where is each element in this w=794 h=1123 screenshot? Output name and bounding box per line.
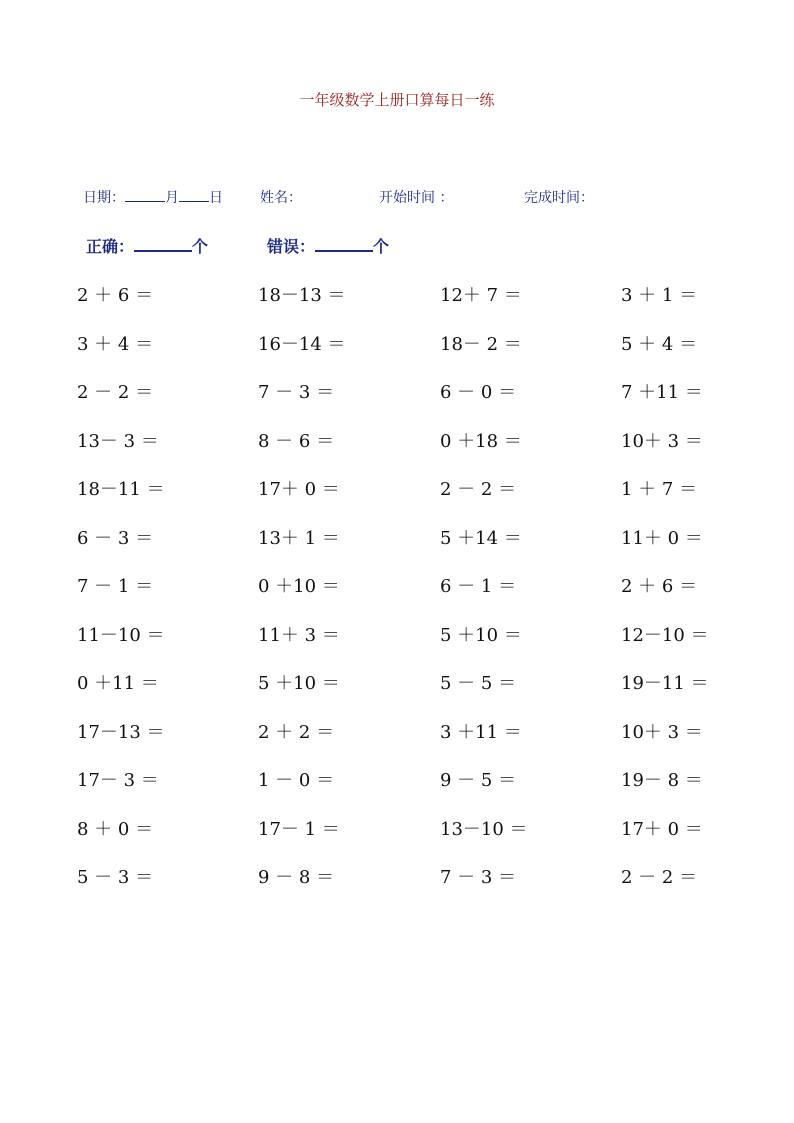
day-blank[interactable] (179, 187, 209, 202)
correct-blank[interactable] (134, 234, 192, 252)
arithmetic-problem: 5 － 5 ＝ (440, 673, 517, 694)
arithmetic-problem: 5 ＋10 ＝ (258, 673, 340, 694)
arithmetic-problem: 6 － 3 ＝ (77, 527, 154, 549)
arithmetic-problem: 11－10 ＝ (77, 624, 165, 646)
arithmetic-problem: 13－ 3 ＝ (77, 430, 159, 452)
arithmetic-problem: 10＋ 3 ＝ (621, 430, 703, 452)
problem-row (0, 330, 794, 379)
worksheet-title: 一年级数学上册口算每日一练 (299, 91, 495, 109)
arithmetic-problem: 8 － 6 ＝ (258, 430, 335, 452)
score-row (0, 234, 794, 260)
arithmetic-problem: 13＋ 1 ＝ (258, 527, 340, 549)
wrong-unit: 个 (373, 237, 390, 256)
arithmetic-problem: 18－13 ＝ (258, 285, 346, 306)
arithmetic-problem: 19－11 ＝ (621, 673, 709, 694)
problem-row (0, 669, 794, 718)
wrong-field (267, 234, 389, 257)
arithmetic-problem: 3 ＋ 4 ＝ (77, 333, 154, 355)
finish-time-label: 完成时间： (524, 190, 594, 206)
arithmetic-problem: 1 － 0 ＝ (258, 770, 335, 791)
arithmetic-problem: 12＋ 7 ＝ (440, 285, 522, 306)
month-blank[interactable] (125, 187, 165, 202)
name-label: 姓名： (260, 190, 302, 206)
problem-row (0, 378, 794, 427)
arithmetic-problem: 13－10 ＝ (440, 818, 528, 840)
arithmetic-problem: 2 － 2 ＝ (621, 867, 698, 888)
arithmetic-problem: 9 － 8 ＝ (258, 867, 335, 888)
arithmetic-problem: 5 － 3 ＝ (77, 867, 154, 888)
arithmetic-problem: 18－ 2 ＝ (440, 333, 522, 355)
problem-row (0, 621, 794, 670)
arithmetic-problem: 3 ＋11 ＝ (440, 721, 522, 743)
problem-row (0, 524, 794, 573)
correct-label: 正确： (86, 237, 135, 256)
problem-grid (0, 281, 794, 912)
problem-row (0, 718, 794, 767)
date-field (83, 187, 223, 207)
arithmetic-problem: 12－10 ＝ (621, 624, 709, 646)
problem-row (0, 766, 794, 815)
date-label: 日期： (83, 190, 125, 206)
arithmetic-problem: 17－ 3 ＝ (77, 770, 159, 791)
arithmetic-problem: 2 － 2 ＝ (440, 479, 517, 500)
arithmetic-problem: 18－11 ＝ (77, 479, 165, 500)
arithmetic-problem: 3 ＋ 1 ＝ (621, 285, 698, 306)
arithmetic-problem: 11＋ 3 ＝ (258, 624, 340, 646)
arithmetic-problem: 7 － 1 ＝ (77, 576, 154, 597)
arithmetic-problem: 17－ 1 ＝ (258, 818, 340, 840)
wrong-blank[interactable] (315, 234, 373, 252)
arithmetic-problem: 8 ＋ 0 ＝ (77, 818, 154, 840)
problem-row (0, 815, 794, 864)
problem-row (0, 427, 794, 476)
arithmetic-problem: 17－13 ＝ (77, 721, 165, 743)
problem-row (0, 863, 794, 912)
arithmetic-problem: 5 ＋ 4 ＝ (621, 333, 698, 355)
arithmetic-problem: 0 ＋10 ＝ (258, 576, 340, 597)
info-row (0, 187, 794, 209)
problem-row (0, 475, 794, 524)
arithmetic-problem: 7 ＋11 ＝ (621, 382, 703, 403)
wrong-label: 错误： (267, 237, 316, 256)
month-label: 月 (165, 190, 179, 206)
arithmetic-problem: 17＋ 0 ＝ (258, 479, 340, 500)
arithmetic-problem: 2 ＋ 6 ＝ (77, 285, 154, 306)
arithmetic-problem: 19－ 8 ＝ (621, 770, 703, 791)
arithmetic-problem: 9 － 5 ＝ (440, 770, 517, 791)
arithmetic-problem: 6 － 0 ＝ (440, 382, 517, 403)
arithmetic-problem: 5 ＋14 ＝ (440, 527, 522, 549)
arithmetic-problem: 11＋ 0 ＝ (621, 527, 703, 549)
arithmetic-problem: 7 － 3 ＝ (440, 867, 517, 888)
arithmetic-problem: 2 － 2 ＝ (77, 382, 154, 403)
arithmetic-problem: 6 － 1 ＝ (440, 576, 517, 597)
start-time-label: 开始时间 ： (379, 190, 454, 206)
arithmetic-problem: 16－14 ＝ (258, 333, 346, 355)
problem-row (0, 281, 794, 330)
arithmetic-problem: 5 ＋10 ＝ (440, 624, 522, 646)
problem-row (0, 572, 794, 621)
correct-field (86, 234, 208, 257)
arithmetic-problem: 0 ＋11 ＝ (77, 673, 159, 694)
arithmetic-problem: 17＋ 0 ＝ (621, 818, 703, 840)
arithmetic-problem: 1 ＋ 7 ＝ (621, 479, 698, 500)
arithmetic-problem: 2 ＋ 6 ＝ (621, 576, 698, 597)
arithmetic-problem: 7 － 3 ＝ (258, 382, 335, 403)
arithmetic-problem: 0 ＋18 ＝ (440, 430, 522, 452)
day-label: 日 (209, 190, 223, 206)
arithmetic-problem: 10＋ 3 ＝ (621, 721, 703, 743)
correct-unit: 个 (192, 237, 209, 256)
arithmetic-problem: 2 ＋ 2 ＝ (258, 721, 335, 743)
